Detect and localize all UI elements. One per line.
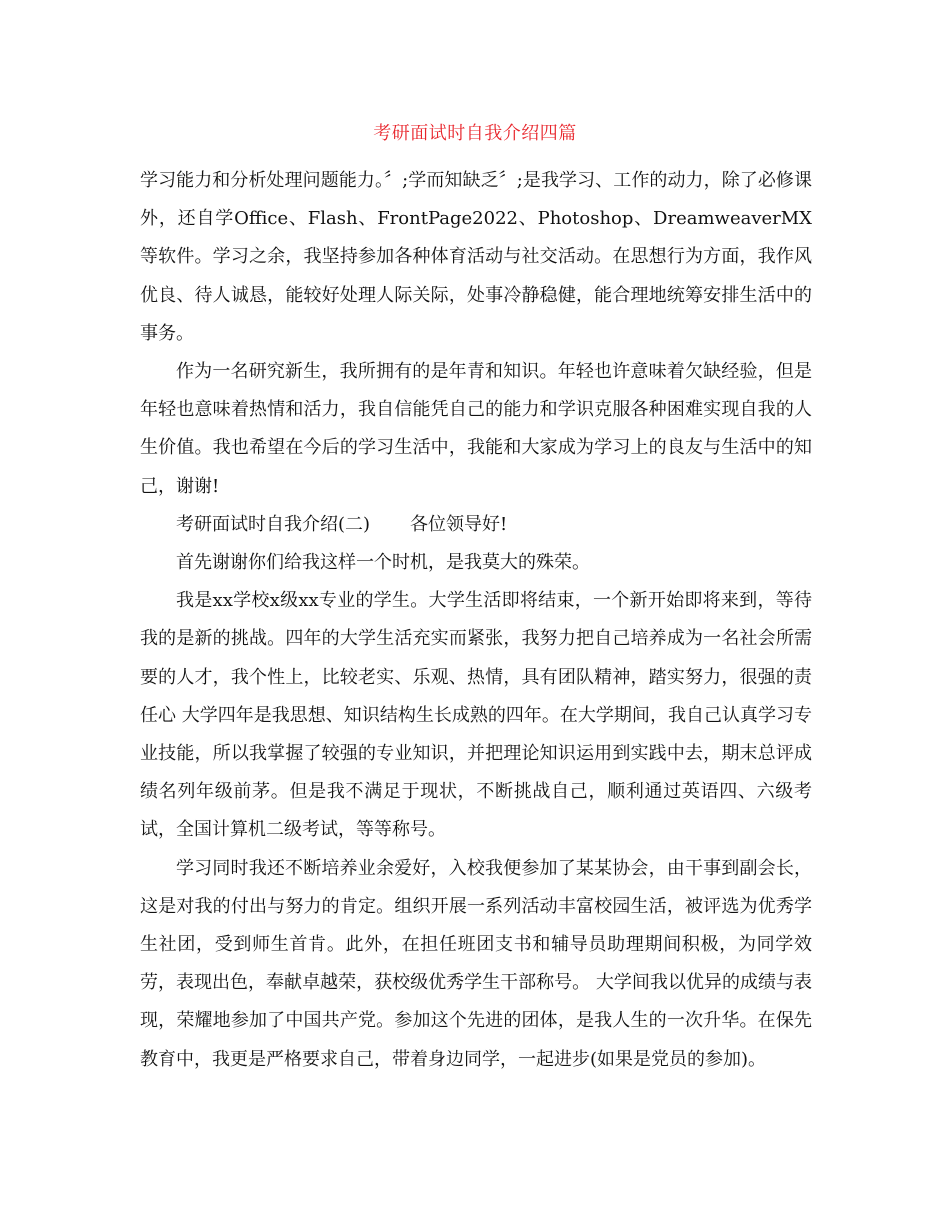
paragraph-new-student: 作为一名研究新生，我所拥有的是年青和知识。年轻也许意味着欠缺经验，但是年轻也意味着热情和活力，我自信能凭自己的能力和学识克服各种困难实现自我的人生价值。我也希望在今后的学习生活中，我能和大家成为学习上的良友与生活中的知己，谢谢! [140, 361, 812, 497]
section-heading: 考研面试时自我介绍(二) [176, 513, 371, 535]
greeting: 各位领导好! [410, 513, 508, 535]
paragraph-continuation: 学习能力和分析处理问题能力。〞;学而知缺乏〞;是我学习、工作的动力，除了必修课外，还自学Office、Flash、FrontPage2022、Photoshop、DreamweaverMX等软件。学习之余，我坚持参加各种体育活动与社交活动。在思想行为方面，我作风优良、待人诚恳，能较好处理人际关际，处事冷静稳健，能合理地统筹安排生活中的事务。 [140, 170, 812, 344]
paragraph-activities: 学习同时我还不断培养业余爱好，入校我便参加了某某协会，由干事到副会长，这是对我的付出与努力的肯定。组织开展一系列活动丰富校园生活，被评选为优秀学生社团，受到师生首肯。此外，在担任班团支书和辅导员助理期间积极，为同学效劳，表现出色，奉献卓越荣，获校级优秀学生干部称号。 大学间我以优异的成绩与表现，荣耀地参加了中国共产党。参加这个先进的团体，是我人生的一次升华。在保先教育中，我更是严格要求自己，带着身边同学，一起进步(如果是党员的参加)。 [140, 857, 812, 1070]
paragraph-thanks: 首先谢谢你们给我这样一个时机，是我莫大的殊荣。 [176, 552, 590, 574]
document-body [140, 162, 812, 1079]
paragraph-introduction: 我是xx学校x级xx专业的学生。大学生活即将结束，一个新开始即将来到，等待我的是新的挑战。四年的大学生活充实而紧张，我努力把自己培养成为一名社会所需要的人才，我个性上，比较老实、乐观、热情，具有团队精神，踏实努力，很强的责任心 大学四年是我思想、知识结构生长成熟的四年。在大学期间，我自己认真学习专业技能，所以我掌握了较强的专业知识，并把理论知识运用到实践中去，期末总评成绩名列年级前茅。但是我不满足于现状，不断挑战自己，顺利通过英语四、六级考试，全国计算机二级考试，等等称号。 [140, 590, 812, 841]
document-title: 考研面试时自我介绍四篇 [373, 123, 577, 144]
section-heading-line [140, 506, 812, 544]
